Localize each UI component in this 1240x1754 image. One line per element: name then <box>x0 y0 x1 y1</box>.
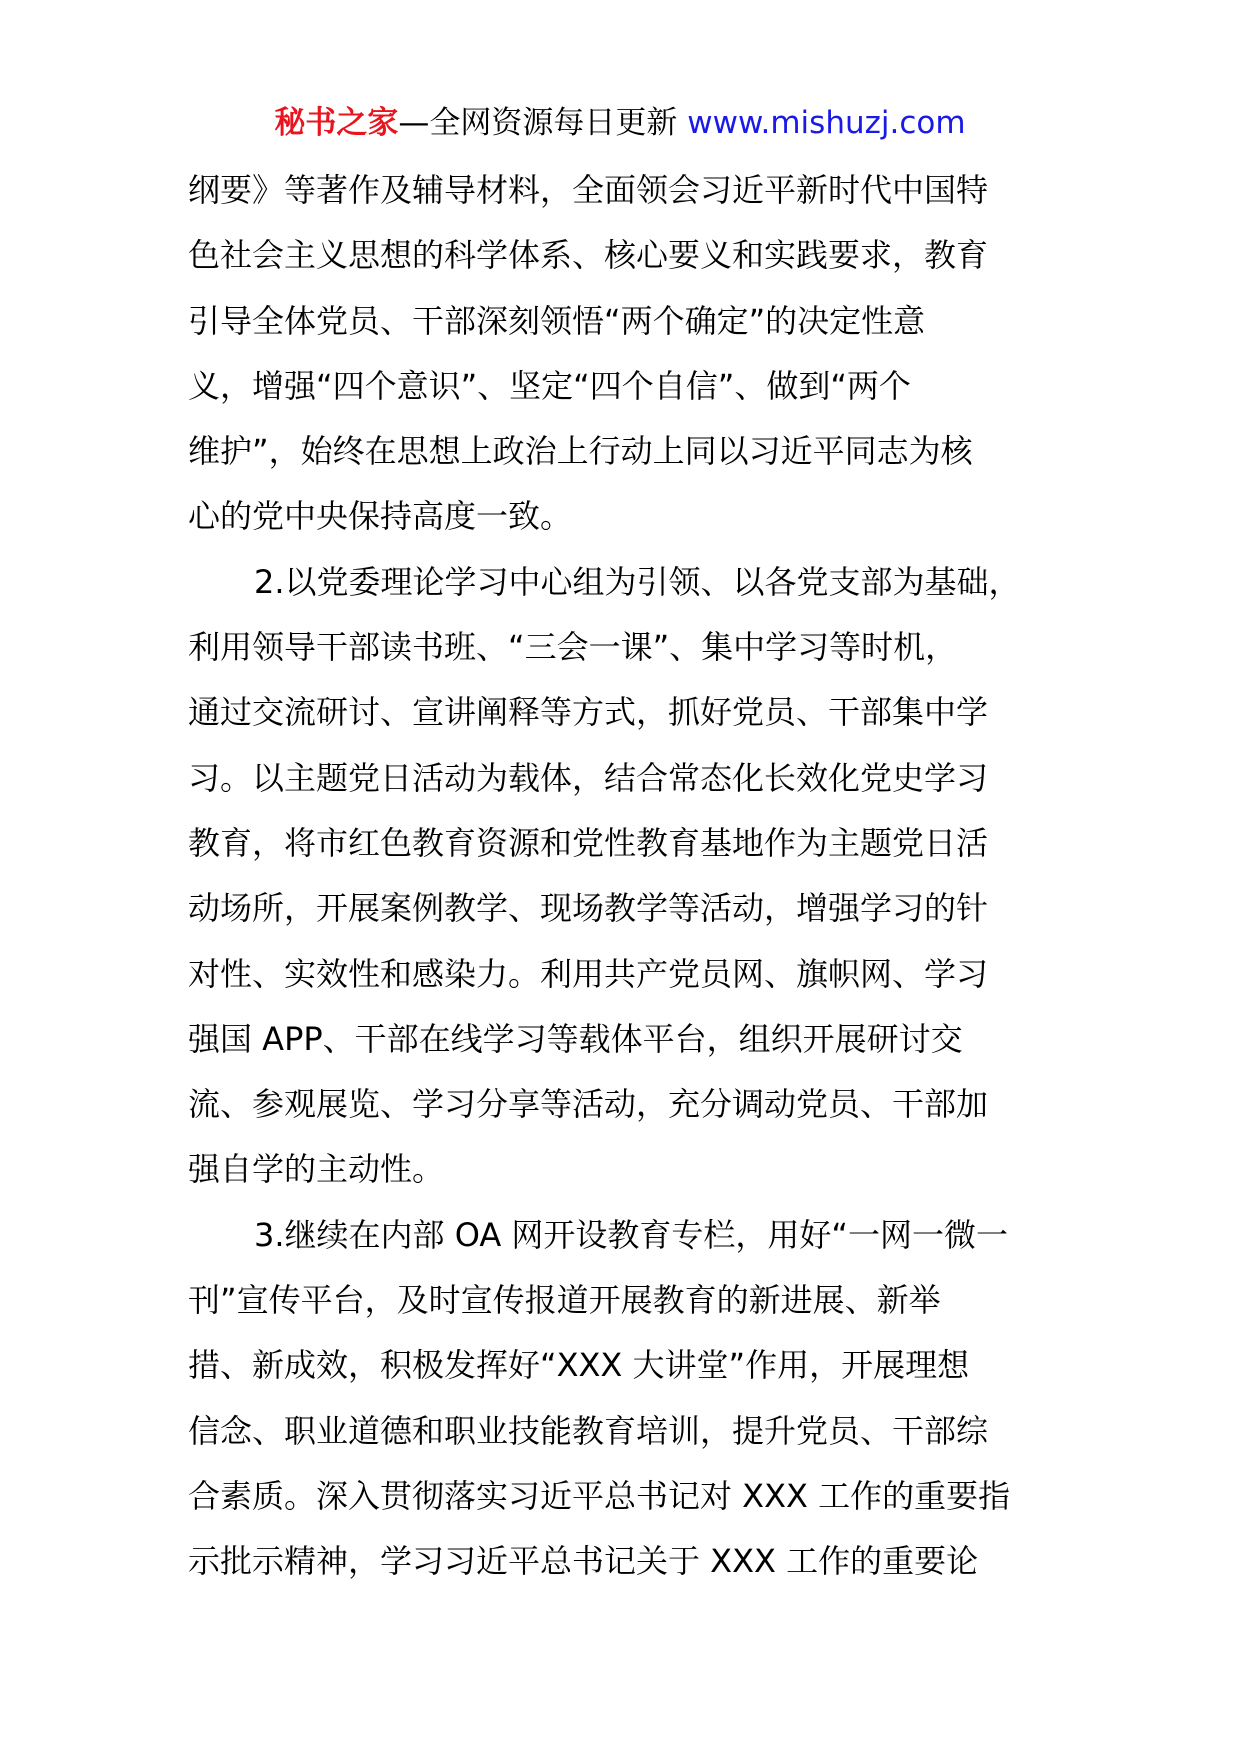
paragraph-line: 强国 APP、干部在线学习等载体平台，组织开展研讨交 <box>188 1019 963 1058</box>
paragraph-line: 合素质。深入贯彻落实习近平总书记对 XXX 工作的重要指 <box>188 1476 1011 1515</box>
site-tagline: —全网资源每日更新 <box>398 105 688 141</box>
paragraph-line: 引导全体党员、干部深刻领悟“两个确定”的决定性意 <box>188 301 926 340</box>
paragraph-line: 刊”宣传平台，及时宣传报道开展教育的新进展、新举 <box>188 1281 941 1320</box>
paragraph-line: 心的党中央保持高度一致。 <box>188 497 573 536</box>
paragraph-line: 示批示精神，学习习近平总书记关于 XXX 工作的重要论 <box>188 1542 979 1581</box>
paragraph-line: 3.继续在内部 OA 网开设教育专栏，用好“一网一微一 <box>254 1215 1008 1254</box>
paragraph-line: 流、参观展览、学习分享等活动，充分调动党员、干部加 <box>188 1085 989 1124</box>
paragraph-line: 义，增强“四个意识”、坚定“四个自信”、做到“两个 <box>188 366 911 405</box>
paragraph-line: 信念、职业道德和职业技能教育培训，提升党员、干部综 <box>188 1411 989 1450</box>
paragraph-line: 强自学的主动性。 <box>188 1150 445 1189</box>
paragraph-line: 维护”，始终在思想上政治上行动上同以习近平同志为核 <box>188 432 973 471</box>
paragraph-2 <box>188 550 1060 1203</box>
paragraph-line: 纲要》等著作及辅导材料，全面领会习近平新时代中国特 <box>188 171 989 209</box>
site-url-link[interactable]: www.mishuzj.com <box>687 105 966 141</box>
document-body <box>188 158 1060 1595</box>
paragraph-1 <box>188 158 1060 550</box>
page-header <box>0 98 1240 148</box>
paragraph-line: 措、新成效，积极发挥好“XXX 大讲堂”作用，开展理想 <box>188 1346 970 1385</box>
paragraph-line: 对性、实效性和感染力。利用共产党员网、旗帜网、学习 <box>188 954 989 993</box>
paragraph-line: 2.以党委理论学习中心组为引领、以各党支部为基础， <box>254 562 1021 601</box>
paragraph-3 <box>188 1203 1060 1595</box>
paragraph-line: 动场所，开展案例教学、现场教学等活动，增强学习的针 <box>188 889 989 928</box>
site-brand: 秘书之家 <box>274 105 399 141</box>
paragraph-line: 通过交流研讨、宣讲阐释等方式，抓好党员、干部集中学 <box>188 693 989 732</box>
paragraph-line: 教育，将市红色教育资源和党性教育基地作为主题党日活 <box>188 823 989 862</box>
paragraph-line: 习。以主题党日活动为载体，结合常态化长效化党史学习 <box>188 758 989 797</box>
paragraph-line: 利用领导干部读书班、“三会一课”、集中学习等时机， <box>188 628 958 667</box>
paragraph-line: 色社会主义思想的科学体系、核心要义和实践要求，教育 <box>188 236 989 275</box>
